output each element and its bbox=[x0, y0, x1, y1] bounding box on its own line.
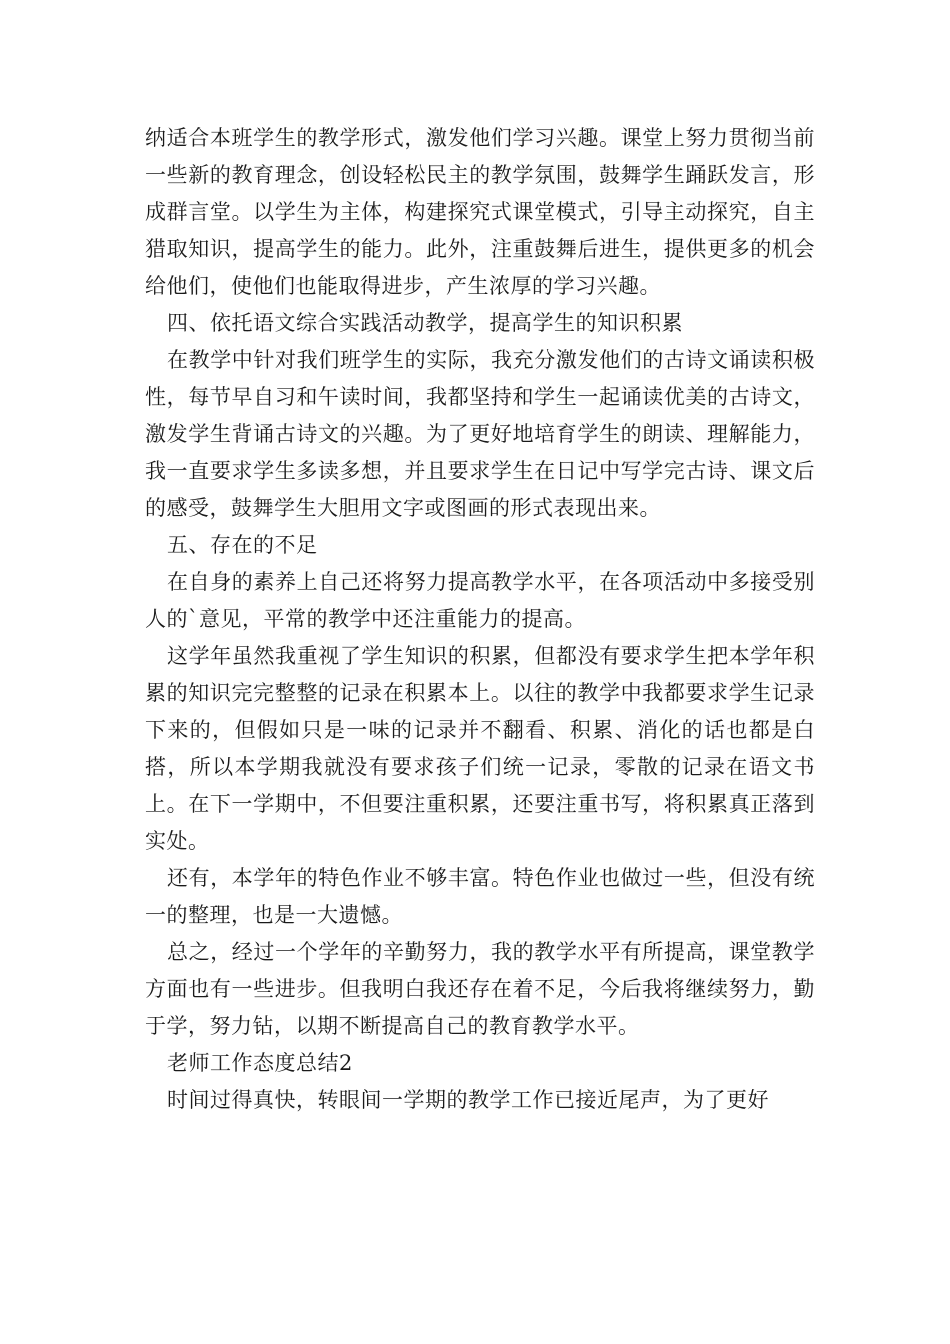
paragraph-next-section: 时间过得真快，转眼间一学期的教学工作已接近尾声，为了更好 bbox=[167, 1088, 769, 1112]
section-heading-4: 四、依托语文综合实践活动教学，提高学生的知识积累 bbox=[167, 311, 683, 335]
paragraph-self-improvement: 在自身的素养上自己还将努力提高教学水平，在各项活动中多接受别人的`意见，平常的教学中还注重能力的提高。 bbox=[145, 570, 815, 631]
document-subtitle: 老师工作态度总结2 bbox=[167, 1051, 353, 1075]
paragraph-conclusion: 总之，经过一个学年的辛勤努力，我的教学水平有所提高，课堂教学方面也有一些进步。但我明白我还存在着不足，今后我将继续努力，勤于学，努力钻，以期不断提高自己的教育教学水平。 bbox=[145, 940, 815, 1038]
paragraph-classical-poetry: 在教学中针对我们班学生的实际，我充分激发他们的古诗文诵读积极性，每节早自习和午读时间，我都坚持和学生一起诵读优美的古诗文，激发学生背诵古诗文的兴趣。为了更好地培育学生的朗读、理解能力，我一直要求学生多读多想，并且要求学生在日记中写学完古诗、课文后的感受，鼓舞学生大胆用文字或图画的形式表现出来。 bbox=[145, 348, 815, 520]
section-heading-5: 五、存在的不足 bbox=[167, 533, 318, 557]
paragraph-knowledge-accumulation: 这学年虽然我重视了学生知识的积累，但都没有要求学生把本学年积累的知识完完整整的记录在积累本上。以往的教学中我都要求学生记录下来的，但假如只是一味的记录并不翻看、积累、消化的话也都是白搭，所以本学期我就没有要求孩子们统一记录，零散的记录在语文书上。在下一学期中，不但要注重积累，还要注重书写，将积累真正落到实处。 bbox=[145, 644, 815, 853]
paragraph-intro: 纳适合本班学生的教学形式，激发他们学习兴趣。课堂上努力贯彻当前一些新的教育理念，创设轻松民主的教学氛围，鼓舞学生踊跃发言，形成群言堂。以学生为主体，构建探究式课堂模式，引导主动探究，自主猎取知识，提高学生的能力。此外，注重鼓舞后进生，提供更多的机会给他们，使他们也能取得进步，产生浓厚的学习兴趣。 bbox=[145, 126, 815, 298]
document-body bbox=[145, 120, 815, 1119]
paragraph-homework: 还有，本学年的特色作业不够丰富。特色作业也做过一些，但没有统一的整理，也是一大遗憾。 bbox=[145, 866, 815, 927]
